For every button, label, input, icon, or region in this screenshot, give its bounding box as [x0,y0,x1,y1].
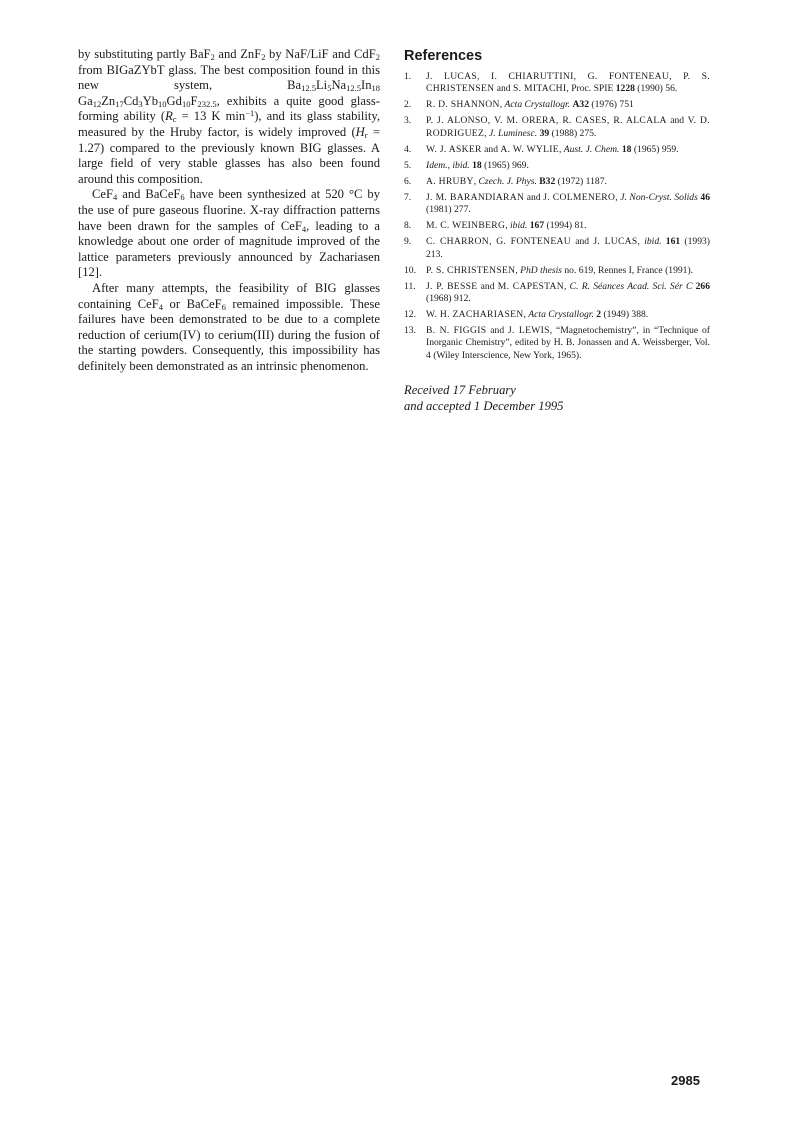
text-run: R. D. SHANNON [426,99,500,111]
received-note [404,383,710,414]
text-run: Cd [123,93,139,108]
reference-item [404,160,710,172]
text-run: , [637,236,645,248]
text-run: and [486,325,508,337]
text-run: 10 [158,98,167,109]
text-run: by NaF/LiF and CdF [265,47,376,61]
reference-number: 13. [404,325,416,337]
reference-number: 12. [404,309,416,321]
text-run: 10 [181,98,191,109]
reference-text [426,309,710,321]
text-run: and ZnF [214,47,262,61]
text-run: (1988) 275. [549,127,597,139]
reference-text [426,192,710,217]
references-column [404,47,710,414]
text-run: 18 [472,159,482,171]
reference-number: 10. [404,264,416,276]
reference-item [404,99,710,111]
text-run: J. COLMENERO [543,191,616,203]
reference-text [426,71,710,96]
reference-text [426,325,710,362]
text-run: Acta Crystallogr. [504,99,571,111]
reference-item [404,236,710,261]
text-run: (1949) 388. [601,309,649,321]
reference-number: 6. [404,175,412,187]
text-run: , [515,264,521,276]
text-run: J. M. BARANDIARAN [426,191,525,203]
text-run: , [564,280,570,292]
text-run: , [499,99,505,111]
text-run: Czech. J. Phys. [478,175,537,187]
text-run: J. Non-Cryst. Solids [620,191,698,203]
text-run: and [524,191,544,203]
text-run: 6 [221,301,226,312]
text-run: J. Luminesc. [488,127,538,139]
text-run: (1994) 81. [544,220,587,232]
reference-item [404,325,710,362]
text-run: , exhibits a quite good glass-forming ability ( [78,93,380,124]
text-run: (1976) 751 [589,99,634,111]
text-run: and [481,143,501,155]
reference-text [426,236,710,261]
text-run: 4 [301,223,307,234]
text-run: 12.5 [301,83,316,94]
reference-number: 7. [404,191,412,203]
body-text-column [78,47,380,374]
text-run: and [570,236,594,248]
text-run: −1 [245,108,255,119]
text-run: 161 [665,236,681,248]
text-run: 3 [138,98,143,109]
text-run: Li [315,78,328,93]
reference-text [426,220,710,232]
accepted-line: and accepted 1 December 1995 [404,398,564,413]
text-run: C. CHARRON, G. FONTENEAU [426,236,571,248]
reference-item [404,309,710,321]
text-run: ibid. [509,220,528,232]
reference-number: 8. [404,220,412,232]
text-run: , [473,175,479,187]
text-run: 6 [180,192,185,203]
reference-number: 9. [404,236,412,248]
text-run: CeF [92,187,113,202]
body-paragraph [78,47,380,187]
text-run: A32 [572,99,590,111]
references-heading: References [404,48,483,64]
text-run: Zn [101,93,116,108]
page-number: 2985 [671,1073,700,1088]
text-run: S. MITACHI [513,83,567,95]
text-run: (1965) 959. [631,143,679,155]
text-run: In [361,78,372,93]
text-run: or BaCeF [162,296,222,311]
reference-item [404,192,710,217]
reference-number: 2. [404,99,412,111]
text-run: = 13 K min [176,109,246,124]
received-line: Received 17 February [404,383,516,398]
text-run: A. HRUBY [426,175,474,187]
text-run: by substituting partly BaF [78,47,211,61]
text-run: 46 [700,191,710,203]
text-run: 266 [695,280,710,292]
text-run: (1981) 277. [426,204,471,216]
text-run: 4 [158,301,163,312]
text-run: B. N. FIGGIS [426,325,487,337]
text-run: 12.5 [346,83,361,94]
reference-text [426,115,710,140]
text-run: Yb [142,93,159,108]
reference-item [404,176,710,188]
text-run: 2 [596,309,602,321]
reference-list [404,71,710,362]
reference-item [404,144,710,156]
text-run: P. S. CHRISTENSEN [426,264,516,276]
text-run: M. C. WEINBERG [426,220,506,232]
text-run: J. LUCAS, I. CHIARUTTINI, G. FONTENEAU, P. S. CHRISTENSEN [426,71,710,95]
text-run: B32 [539,175,556,187]
text-run: and [494,83,513,95]
text-run: 12 [92,98,102,109]
reference-item [404,281,710,306]
text-run: and BaCeF [117,187,181,202]
reference-number: 1. [404,71,412,82]
body-paragraph [78,187,380,281]
text-run: 4 [113,192,118,203]
text-run: W. H. ZACHARIASEN [426,309,524,321]
reference-number: 3. [404,115,412,127]
text-run: (1990) 56. [634,83,678,95]
reference-number: 11. [404,280,416,292]
text-run: W. J. ASKER [426,143,482,155]
text-run: R [165,109,173,124]
text-run: from BIGaZYbT glass. The best composition found in this new system, Ba [78,62,380,93]
text-run: 5 [327,83,332,94]
text-run: , [615,191,621,203]
reference-number: 4. [404,143,412,155]
text-run: PhD thesis [520,264,562,276]
text-run: 2 [261,52,266,62]
text-run: Acta Crystallogr. [528,309,594,321]
text-run: J. LUCAS [593,236,638,248]
reference-text [426,144,710,156]
text-run: , [523,309,529,321]
reference-text [426,99,710,111]
text-run: ), and its glass stability, measured by the Hruby factor, is widely improved ( [78,109,380,139]
text-run: After many attempts, the feasibility of BIG glasses containing CeF [78,280,380,311]
text-run: F [190,93,198,108]
text-run: 167 [529,220,545,232]
body-paragraph [78,281,380,375]
text-run: H [355,124,365,139]
text-run: M. CAPESTAN [497,280,565,292]
text-run: (1972) 1187. [555,175,607,187]
reference-text [426,265,710,277]
text-run: , [484,127,489,139]
text-run: A. W. WYLIE [500,143,559,155]
text-run: , Proc. SPIE [566,83,616,95]
text-run: ibid. [644,236,662,248]
text-run: 18 [621,143,632,155]
text-run: r [364,129,368,140]
text-run: remained impossible. These failures have been demonstrated to be due to a complete reduction of cerium(IV) to cerium(III) during the fusion of the starting powders. Consequently, this impossibility has definitely been demonstrated as an intrinsic phenomenon. [78,296,380,373]
text-run: c [172,114,177,125]
text-run: Ga [78,93,93,108]
text-run: 2 [375,52,380,62]
text-run: P. J. ALONSO, V. M. ORERA, R. CASES, R. ALCALA [426,115,667,127]
text-run: and [477,280,498,292]
reference-text [426,281,710,306]
text-run: C. R. Séances Acad. Sci. Sér C [569,280,693,292]
text-run: 18 [371,83,380,94]
text-run: , leading to a knowledge about one order of magnitude improved of the lattice parameters previously announced by Zachariasen [12]. [78,218,380,280]
text-run: , “Magnetochemistry”, in “Technique of Inorganic Chemistry”, edited by H. B. Jonassen and A. Weissberger, Vol. 4 (Wiley Interscience, New York, 1965). [426,325,710,361]
text-run: 2 [210,52,215,62]
text-run: J. LEWIS [508,325,550,337]
text-run: , [505,220,510,232]
text-run: J. P. BESSE [426,280,478,292]
text-run: 1228 [615,83,635,95]
text-run: Aust. J. Chem. [563,143,620,155]
reference-text [426,176,710,188]
text-run: (1968) 912. [426,293,471,305]
text-run: (1965) 969. [481,159,529,171]
text-run: Na [331,78,347,93]
reference-item [404,115,710,140]
text-run: Gd [166,93,182,108]
reference-item [404,220,710,232]
text-run: = 1.27) compared to the previously known BIG glasses. A large field of very stable glasses has also been found around this composition. [78,124,380,186]
text-run: (1993) 213. [426,236,710,260]
text-run: Idem., ibid. [426,159,470,171]
text-run: , [558,143,564,155]
text-run: have been synthesized at 520 °C by the use of pure gaseous fluorine. X-ray diffraction patterns have been drawn for the samples of CeF [78,187,380,233]
text-run: 232.5 [197,98,217,109]
text-run: 17 [115,98,124,109]
text-run: 39 [539,127,550,139]
text-run: V. D. RODRIGUEZ [426,115,710,139]
reference-number: 5. [404,159,412,171]
reference-item [404,71,710,96]
text-run: no. 619, Rennes I, France (1991). [561,264,694,276]
reference-text [426,160,710,172]
text-run: and [666,115,688,127]
reference-item [404,265,710,277]
